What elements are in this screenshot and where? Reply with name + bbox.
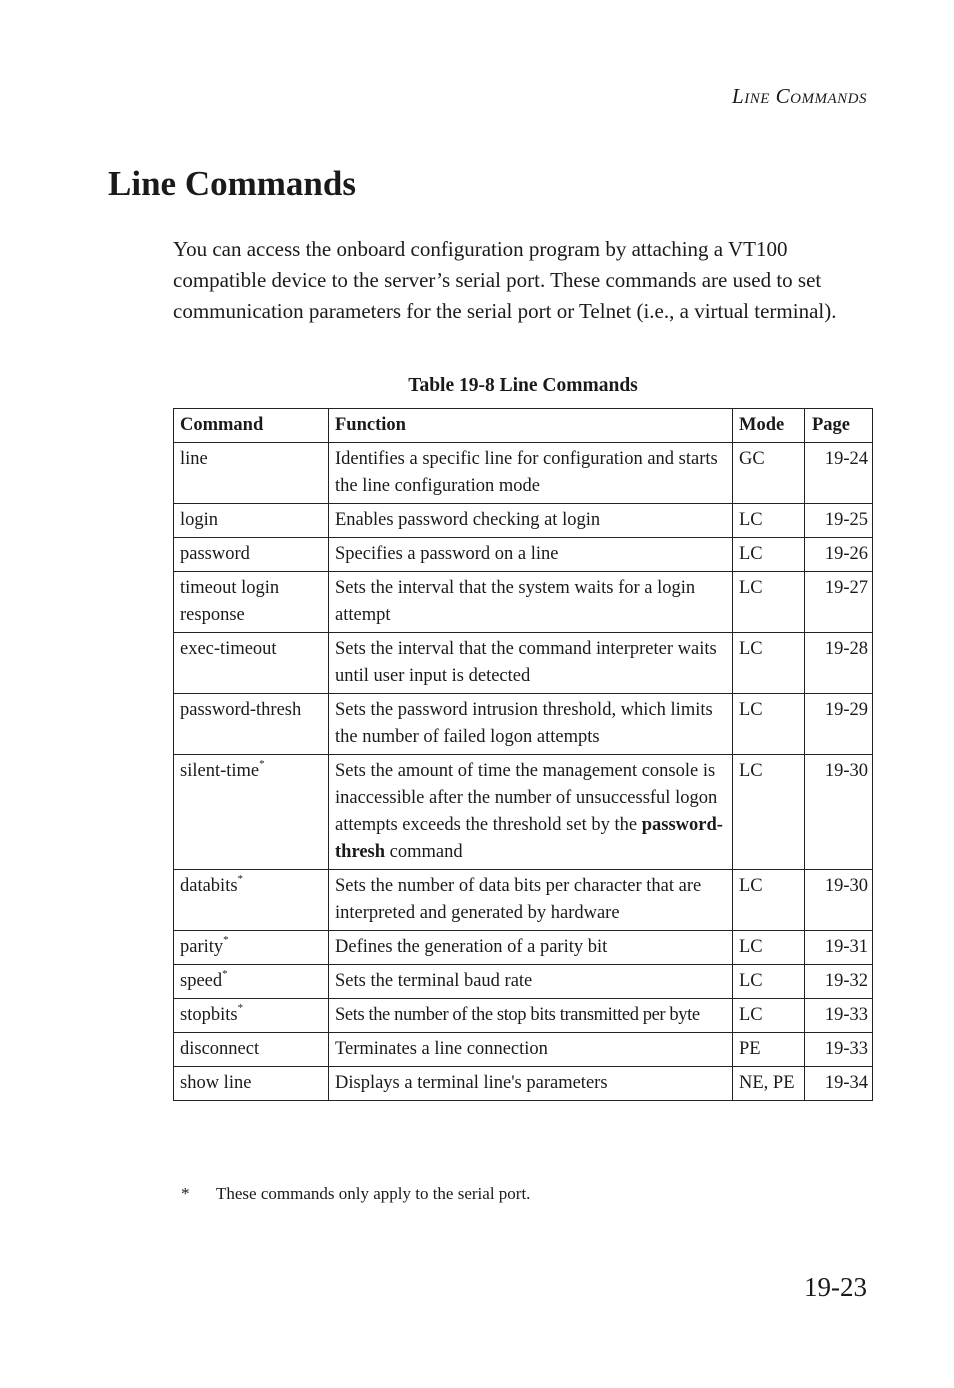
page-cell: 19-27 [805,572,873,633]
running-head-smallcaps-2: OMMANDS [790,91,867,107]
function-text: Sets the interval that the system waits for a login attempt [335,578,696,625]
function-text: Enables password checking at login [335,510,601,530]
running-head-initial-2: C [775,84,791,108]
running-head-smallcaps-1: INE [744,91,770,107]
table-row [174,694,873,755]
page-cell: 19-33 [805,999,873,1033]
command-cell [174,538,329,572]
command-name: exec-timeout [180,639,277,659]
table-row [174,931,873,965]
function-cell [329,999,733,1033]
command-cell [174,694,329,755]
table-row [174,633,873,694]
command-name: parity [180,937,224,957]
header-mode: Mode [733,409,805,443]
page-cell: 19-33 [805,1033,873,1067]
command-cell [174,755,329,870]
serial-only-mark: * [222,967,228,980]
command-cell [174,572,329,633]
function-cell [329,965,733,999]
footnote [181,1184,530,1204]
section-title: Line Commands [108,164,356,203]
command-cell [174,1033,329,1067]
mode-cell: LC [733,931,805,965]
table-row [174,1067,873,1101]
table-body [174,443,873,1101]
command-cell [174,999,329,1033]
command-cell [174,931,329,965]
running-head [732,84,867,109]
page-cell: 19-30 [805,755,873,870]
page-cell: 19-24 [805,443,873,504]
function-text: Sets the interval that the command interpreter waits until user input is detected [335,639,717,686]
header-page: Page [805,409,873,443]
function-cell [329,443,733,504]
function-text: Defines the generation of a parity bit [335,937,608,957]
header-command: Command [174,409,329,443]
table-caption: Table 19-8 Line Commands [408,375,638,396]
table-row [174,572,873,633]
mode-cell: GC [733,443,805,504]
table-header-row [174,409,873,443]
function-cell [329,538,733,572]
command-name: timeout login response [180,578,280,625]
function-text: Sets the number of the stop bits transmitted per byte [335,1005,700,1025]
function-text: Specifies a password on a line [335,544,559,564]
command-cell [174,1067,329,1101]
command-name: password [180,544,250,564]
command-name: databits [180,876,238,896]
page-number: 19-23 [804,1272,867,1302]
command-cell [174,633,329,694]
mode-cell: LC [733,504,805,538]
function-cell [329,694,733,755]
table-row [174,538,873,572]
command-name: login [180,510,219,530]
command-name: disconnect [180,1039,260,1059]
footnote-mark: * [181,1184,190,1203]
function-cell [329,870,733,931]
running-head-initial-1: L [732,84,745,108]
table-row [174,999,873,1033]
mode-cell: LC [733,694,805,755]
function-text: Identifies a specific line for configuration and starts the line configuration mode [335,449,718,496]
page-cell: 19-29 [805,694,873,755]
mode-cell: LC [733,572,805,633]
serial-only-mark: * [223,933,229,946]
table-row [174,504,873,538]
function-cell [329,504,733,538]
mode-cell: LC [733,538,805,572]
table-row [174,965,873,999]
function-text: Sets the amount of time the management console is inaccessible after the number of unsuccessful logon attempts exceeds the threshold set by the [335,761,718,835]
command-name: show line [180,1073,252,1093]
command-name: line [180,449,208,469]
intro-paragraph: You can access the onboard configuration program by attaching a VT100 compatible device to the server’s serial port. These commands are used to set communication parameters for the serial port or Telnet (i.e., a virtual terminal). [173,237,837,323]
mode-cell: LC [733,965,805,999]
table-row [174,1033,873,1067]
function-cell [329,1067,733,1101]
mode-cell: LC [733,870,805,931]
serial-only-mark: * [237,872,244,885]
function-text-tail: command [385,842,463,862]
table-row [174,443,873,504]
header-function: Function [329,409,733,443]
function-cell [329,755,733,870]
page-cell: 19-31 [805,931,873,965]
function-text: Sets the number of data bits per character that are interpreted and generated by hardware [335,876,702,923]
command-cell [174,965,329,999]
function-text: Displays a terminal line's parameters [335,1073,608,1093]
command-cell [174,504,329,538]
table-row [174,755,873,870]
command-cell [174,870,329,931]
mode-cell: LC [733,633,805,694]
table-row [174,870,873,931]
mode-cell: PE [733,1033,805,1067]
mode-cell: NE, PE [733,1067,805,1101]
command-name: password-thresh [180,700,302,720]
function-text: Sets the terminal baud rate [335,971,533,991]
page-cell: 19-32 [805,965,873,999]
command-name: silent-time [180,761,260,781]
mode-cell: LC [733,999,805,1033]
command-name: speed [180,971,223,991]
function-cell [329,931,733,965]
function-cell [329,572,733,633]
function-text: Terminates a line connection [335,1039,548,1059]
function-text: Sets the password intrusion threshold, which limits the number of failed logon attempts [335,700,713,747]
page-cell: 19-25 [805,504,873,538]
page-cell: 19-30 [805,870,873,931]
mode-cell: LC [733,755,805,870]
footnote-text: These commands only apply to the serial port. [216,1184,531,1203]
page-cell: 19-34 [805,1067,873,1101]
function-cell [329,1033,733,1067]
page-cell: 19-26 [805,538,873,572]
function-cell [329,633,733,694]
serial-only-mark: * [259,757,265,770]
line-commands-table [173,408,873,1101]
serial-only-mark: * [237,1001,244,1014]
page-cell: 19-28 [805,633,873,694]
function-command-reference: password-thresh [335,815,723,862]
command-cell [174,443,329,504]
command-name: stopbits [180,1005,238,1025]
